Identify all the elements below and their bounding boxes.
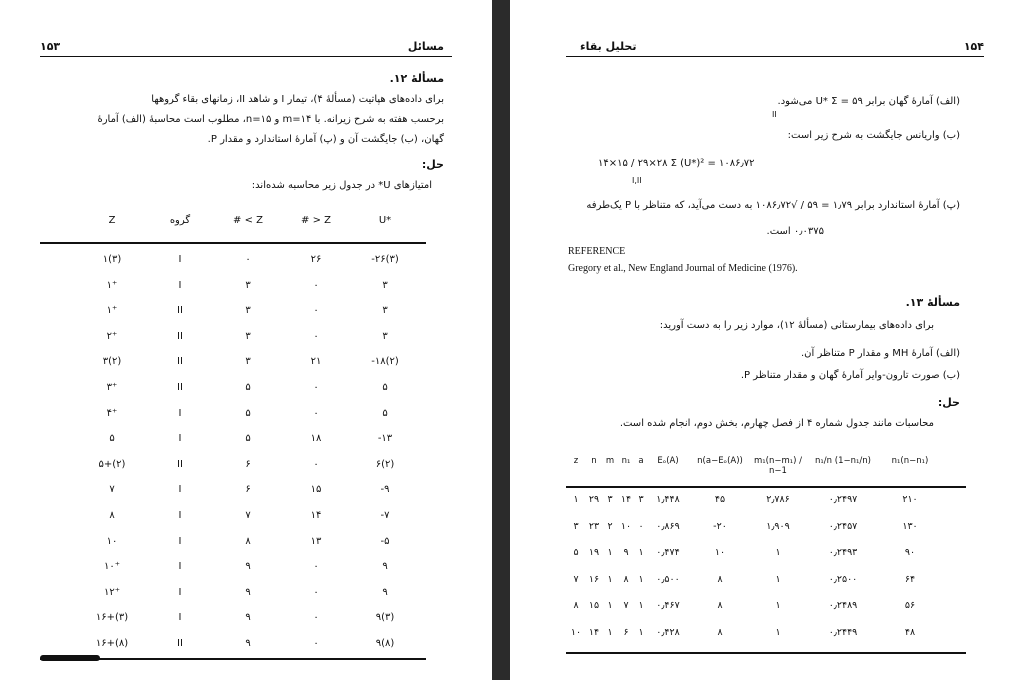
table-cell: ۷ — [245, 510, 251, 521]
table-cell: I — [178, 279, 182, 291]
table-cell: ۰٫۲۴۴۹ — [828, 626, 858, 638]
solution-label: حل: — [421, 158, 444, 171]
table-cell: ۶(۲) — [375, 458, 395, 470]
table-cell: -۱۸(۲) — [371, 356, 399, 368]
table-cell: ۶ — [245, 484, 251, 496]
item2-be: (ب) صورت تارون-وایر آمارهٔ گهان و مقدار متناظر P. — [740, 370, 960, 381]
left-page — [0, 0, 492, 680]
table-cell: ۹ — [245, 638, 251, 649]
table-cell: ۱ — [775, 573, 781, 585]
table-cell: ۱(۳) — [102, 254, 122, 265]
table-cell: ۷ — [623, 600, 629, 611]
table-cell: ۱ — [775, 626, 781, 638]
table-cell: ۱۰ — [570, 626, 582, 638]
header-z: Z — [108, 215, 116, 226]
table-cell: ۳ — [638, 494, 644, 505]
table-cell: ۳ — [382, 305, 388, 317]
problem-line: برای داده‌های بیمارستانی (مسألهٔ ۱۲)، موارد زیر را به دست آورید: — [659, 320, 934, 331]
table-cell: ۱۴ — [310, 510, 322, 521]
table-cell: ۱۴ — [588, 626, 600, 638]
table-cell: ۰ — [313, 458, 319, 470]
table-cell: I — [178, 586, 182, 598]
table-cell: I — [178, 561, 182, 573]
table-cell: ۴⁺ — [106, 407, 118, 419]
table-cell: ۰٫۴۶۷ — [656, 600, 680, 611]
table-cell: ۸ — [717, 626, 723, 638]
table-cell: ۵ — [382, 382, 388, 393]
solution-text: امتیازهای U* در جدول زیر محاسبه شده‌اند: — [251, 180, 432, 191]
header-gt: # > Z — [301, 215, 331, 226]
table-cell: ۱۶+(۳) — [95, 612, 129, 624]
variance-sub: I,II — [632, 176, 642, 185]
table-cell: ۰٫۲۴۸۹ — [828, 600, 858, 611]
header-rule — [40, 56, 452, 57]
table-cell: ۵ — [382, 407, 388, 419]
table-cell: ۸ — [245, 535, 251, 547]
table-cell: ۰ — [313, 561, 319, 573]
table-cell: ۸ — [717, 573, 723, 585]
table-cell: I — [178, 254, 182, 265]
table-cell: II — [177, 356, 183, 368]
table-cell: ۰٫۲۵۰۰ — [828, 573, 858, 585]
table-top-rule — [566, 486, 966, 488]
item-pe-cont: ۰٫۰۳۷۵ است. — [766, 226, 824, 237]
table-cell: -۵ — [380, 535, 390, 547]
table-cell: ۱۳۰ — [902, 520, 918, 532]
table-cell: -۲۰ — [713, 520, 727, 532]
table-header: m — [605, 456, 615, 466]
table-cell: I — [178, 433, 182, 445]
table-cell: ۳ — [382, 330, 388, 342]
table-cell: ۱ — [607, 626, 613, 638]
table-cell: ۲۶ — [310, 254, 322, 265]
table-cell: ۷ — [573, 573, 579, 585]
table-cell: ۹ — [623, 547, 629, 558]
table-cell: ۰٫۲۴۹۷ — [828, 494, 858, 505]
page-number: ۱۵۴ — [963, 40, 984, 53]
table-cell: II — [177, 638, 183, 649]
table-cell: ۱ — [775, 547, 781, 558]
table-cell: ۰ — [313, 612, 319, 624]
item-alef-sub: II — [772, 110, 777, 119]
table-cell: ۰ — [638, 520, 644, 532]
table-cell: ۰٫۴۷۴ — [656, 547, 680, 558]
table-cell: I — [178, 612, 182, 624]
table-cell: ۹ — [245, 561, 251, 573]
table-cell: ۱۶+(۸) — [95, 638, 129, 649]
table-cell: ۹۰ — [904, 547, 916, 558]
solution-label: حل: — [937, 396, 960, 409]
table-header: n₁ — [621, 456, 631, 466]
table-cell: II — [177, 382, 183, 393]
table-cell: ۳⁺ — [106, 382, 118, 393]
table-cell: ۱۸ — [310, 433, 322, 445]
page-number: ۱۵۳ — [40, 40, 61, 53]
table-cell: ۱ — [607, 547, 613, 558]
table-cell: II — [177, 305, 183, 317]
table-cell: ۳ — [245, 279, 251, 291]
table-header: n₁(n−n₁) — [891, 456, 929, 466]
table-cell: I — [178, 407, 182, 419]
table-cell: ۶۴ — [904, 573, 916, 585]
table-cell: I — [178, 535, 182, 547]
problem-title: مسألهٔ ۱۳. — [905, 296, 960, 309]
table-header: n — [591, 456, 597, 466]
table-cell: ۶ — [623, 626, 629, 638]
table-cell: ۱۰ — [714, 547, 726, 558]
table-cell: ۹ — [245, 612, 251, 624]
table-cell: ۱۶ — [588, 573, 600, 585]
table-cell: ۰٫۲۴۵۷ — [828, 520, 858, 532]
table-cell: ۷ — [109, 484, 115, 496]
table-cell: ۱ — [638, 547, 644, 558]
table-cell: ۲۳ — [588, 520, 600, 532]
table-cell: ۲⁺ — [106, 330, 118, 342]
table-cell: ۶ — [245, 458, 251, 470]
table-header: m₁(n−m₁) / n−1 — [753, 456, 803, 476]
header-rule — [566, 56, 984, 57]
table-cell: ۲٫۷۸۶ — [766, 494, 790, 505]
table-cell: ۱۵ — [310, 484, 322, 496]
table-cell: ۹(۸) — [375, 638, 395, 649]
table-cell: ۱⁺ — [106, 279, 118, 291]
table-cell: ۴۸ — [904, 626, 916, 638]
table-cell: I — [178, 510, 182, 521]
solution-text: محاسبات مانند جدول شماره ۴ از فصل چهارم، بخش دوم، انجام شده است. — [619, 418, 934, 429]
table-cell: ۵ — [245, 433, 251, 445]
table-cell: ۰ — [313, 330, 319, 342]
table-cell: ۳(۲) — [102, 356, 122, 368]
table-cell: II — [177, 458, 183, 470]
reference-text: Gregory et al., New England Journal of Medicine (1976). — [568, 263, 798, 274]
table-header: a — [638, 456, 644, 466]
table-cell: ۳ — [573, 520, 579, 532]
table-top-rule — [40, 242, 426, 244]
table-cell: ۱۵ — [588, 600, 600, 611]
table-cell: ۲۱۰ — [902, 494, 918, 505]
table-cell: ۳ — [245, 330, 251, 342]
table-cell: ۱ — [573, 494, 579, 505]
table-cell: ۰ — [313, 638, 319, 649]
table-cell: ۰ — [245, 254, 251, 265]
table-cell: ۰ — [313, 382, 319, 393]
table-cell: ۸ — [109, 510, 115, 521]
table-header: n₁/n (1−n₁/n) — [815, 456, 871, 466]
right-page — [510, 0, 1024, 680]
table-header: z — [573, 456, 579, 466]
item2-alef: (الف) آمارهٔ MH و مقدار P متناظر آن. — [801, 348, 960, 359]
table-cell: ۰٫۵۰۰ — [656, 573, 680, 585]
table-cell: ۱۳ — [310, 535, 322, 547]
item-alef: (الف) آمارهٔ گهان برابر ۵۹ = U* Σ می‌شود. — [777, 96, 960, 107]
table-cell: ۰٫۲۴۹۳ — [828, 547, 858, 558]
table-cell: II — [177, 330, 183, 342]
table-cell: ۰ — [313, 407, 319, 419]
table-cell: ۱ — [775, 600, 781, 611]
problem-title: مسألهٔ ۱۲. — [389, 72, 444, 85]
item-pe: (پ) آمارهٔ استاندارد برابر ۱٫۷۹ = ۵۹ / √۱۰۸۶٫۷۲ به دست می‌آید، که متناظر با P یک‌طرفه — [586, 200, 960, 211]
table-cell: -۱۳ — [377, 433, 393, 445]
table-cell: -۹ — [380, 484, 390, 496]
running-head: تحلیل بقاء — [580, 40, 637, 53]
table-cell: ۱ — [607, 600, 613, 611]
table-cell: ۱ — [638, 573, 644, 585]
problem-line-3: گهان، (ب) جایگشت آن و (پ) آمارهٔ استاندارد و مقدار P. — [207, 134, 444, 145]
header-group: گروه — [169, 215, 191, 226]
table-cell: ۵۶ — [904, 600, 916, 611]
table-cell: ۰ — [313, 586, 319, 598]
table-cell: ۸ — [717, 600, 723, 611]
table-cell: ۰ — [313, 279, 319, 291]
table-header: n(a−Eₒ(A)) — [697, 456, 743, 466]
table-cell: ۹(۳) — [375, 612, 395, 624]
problem-line-1: برای داده‌های هپاتیت (مسألهٔ ۴)، تیمار I و شاهد II، زمانهای بقاء گروهها — [151, 94, 444, 105]
table-cell: ۹ — [382, 561, 388, 573]
table-cell: -۷ — [380, 510, 390, 521]
table-cell: ۰ — [313, 305, 319, 317]
table-cell: ۱٫۹۰۹ — [766, 520, 790, 532]
table-cell: ۱٫۴۴۸ — [656, 494, 680, 505]
table-cell: ۰٫۸۶۹ — [656, 520, 680, 532]
table-cell: ۲۱ — [310, 356, 322, 368]
reference-label: REFERENCE — [568, 246, 626, 257]
table-cell: ۹ — [382, 586, 388, 598]
table-cell: ۱۹ — [588, 547, 600, 558]
table-cell: ۱۰⁺ — [103, 561, 121, 573]
table-cell: ۹ — [245, 586, 251, 598]
table-cell: ۳ — [245, 356, 251, 368]
table-cell: ۱۴ — [620, 494, 632, 505]
table-bottom-rule — [566, 652, 966, 654]
table-cell: ۱ — [607, 573, 613, 585]
table-cell: ۱۰ — [620, 520, 632, 532]
table-cell: ۱۲⁺ — [103, 586, 121, 598]
variance-formula: ۱۴×۱۵ / ۲۹×۲۸ Σ (U*)² = ۱۰۸۶٫۷۲ — [598, 158, 755, 169]
table-cell: ۵ — [245, 382, 251, 393]
scan-mark — [40, 655, 100, 661]
table-cell: ۳ — [607, 494, 613, 505]
table-cell: ۴۵ — [714, 494, 726, 505]
table-cell: ۱ — [638, 626, 644, 638]
table-cell: ۱۰ — [106, 535, 118, 547]
table-cell: ۱⁺ — [106, 305, 118, 317]
table-cell: ۳ — [382, 279, 388, 291]
header-lt: # < Z — [233, 215, 263, 226]
table-cell: ۰٫۴۲۸ — [656, 626, 680, 638]
table-cell: ۸ — [623, 573, 629, 585]
table-cell: ۵ — [245, 407, 251, 419]
table-cell: ۵ — [109, 433, 115, 445]
item-be: (ب) واریانس جایگشت به شرح زیر است: — [787, 130, 960, 141]
table-cell: I — [178, 484, 182, 496]
table-cell: -۲۶(۳) — [371, 254, 399, 265]
table-cell: ۲۹ — [588, 494, 600, 505]
table-cell: ۵+(۲) — [98, 458, 126, 470]
running-head: مسائل — [407, 40, 444, 53]
table-cell: ۵ — [573, 547, 579, 558]
problem-line-2: برحسب هفته به شرح زیرانه. با ۱۴=m و ۱۵=n، مطلوب است محاسبهٔ (الف) آمارهٔ — [97, 114, 444, 125]
table-cell: ۱ — [638, 600, 644, 611]
table-header: Eₒ(A) — [657, 456, 679, 466]
header-u: U* — [378, 215, 392, 226]
table-cell: ۸ — [573, 600, 579, 611]
table-cell: ۳ — [245, 305, 251, 317]
table-cell: ۲ — [607, 520, 613, 532]
